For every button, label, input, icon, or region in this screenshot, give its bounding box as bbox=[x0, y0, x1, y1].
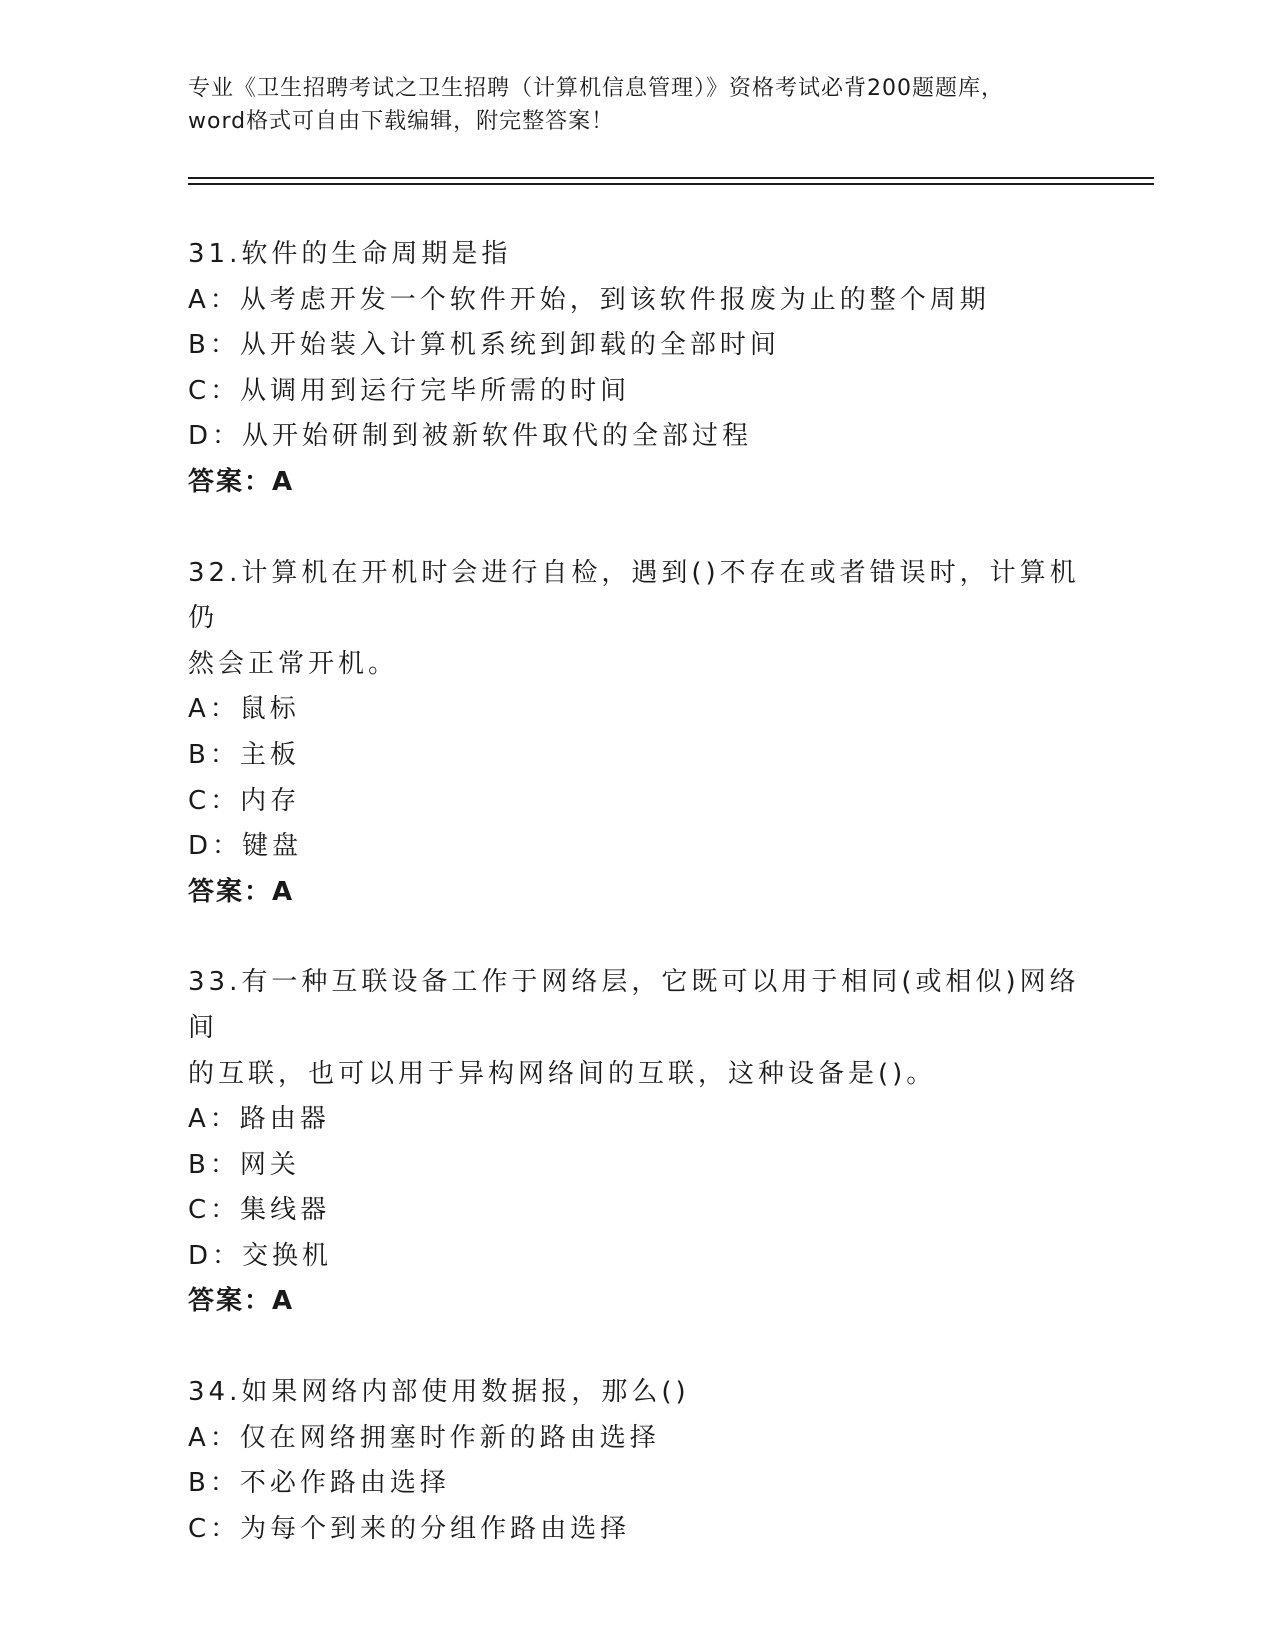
option-c: C：为每个到来的分组作路由选择 bbox=[188, 1513, 631, 1544]
question-32 bbox=[188, 551, 1088, 916]
document-header bbox=[188, 72, 1088, 138]
header-line-2: word格式可自由下载编辑，附完整答案！ bbox=[188, 109, 615, 134]
question-stem: 33.有一种互联设备工作于网络层，它既可以用于相同(或相似)网络间 bbox=[188, 967, 1080, 1043]
question-33 bbox=[188, 960, 1088, 1325]
option-c: C：从调用到运行完毕所需的时间 bbox=[188, 375, 631, 406]
option-c: C：集线器 bbox=[188, 1195, 331, 1226]
option-d: D：从开始研制到被新软件取代的全部过程 bbox=[188, 421, 753, 452]
question-stem: 32.计算机在开机时会进行自检，遇到()不存在或者错误时，计算机仍 bbox=[188, 557, 1080, 634]
option-b: B：网关 bbox=[188, 1149, 300, 1180]
question-stem-continued: 的互联，也可以用于异构网络间的互联，这种设备是()。 bbox=[188, 1058, 937, 1089]
answer-label: 答案：A bbox=[188, 466, 295, 497]
answer-label: 答案：A bbox=[188, 876, 295, 907]
option-d: D：键盘 bbox=[188, 831, 303, 862]
option-b: B：从开始装入计算机系统到卸载的全部时间 bbox=[188, 330, 780, 361]
header-divider-top bbox=[188, 177, 1154, 179]
option-b: B：不必作路由选择 bbox=[188, 1468, 450, 1499]
question-stem: 31.软件的生命周期是指 bbox=[188, 239, 512, 269]
option-d: D：交换机 bbox=[188, 1240, 333, 1271]
option-a: A：鼠标 bbox=[188, 694, 300, 725]
option-a: A：从考虑开发一个软件开始，到该软件报废为止的整个周期 bbox=[188, 284, 990, 315]
option-c: C：内存 bbox=[188, 785, 301, 816]
question-list bbox=[188, 232, 1088, 1597]
question-stem: 34.如果网络内部使用数据报，那么() bbox=[188, 1377, 690, 1408]
header-divider-bottom bbox=[188, 183, 1154, 185]
header-line-1: 专业《卫生招聘考试之卫生招聘（计算机信息管理）》资格考试必背200题题库， bbox=[188, 76, 1004, 101]
option-a: A：路由器 bbox=[188, 1104, 330, 1135]
option-a: A：仅在网络拥塞时作新的路由选择 bbox=[188, 1422, 660, 1453]
question-31 bbox=[188, 232, 1088, 506]
question-stem-continued: 然会正常开机。 bbox=[188, 648, 399, 679]
answer-label: 答案：A bbox=[188, 1286, 295, 1317]
question-34 bbox=[188, 1370, 1088, 1552]
option-b: B：主板 bbox=[188, 739, 300, 770]
